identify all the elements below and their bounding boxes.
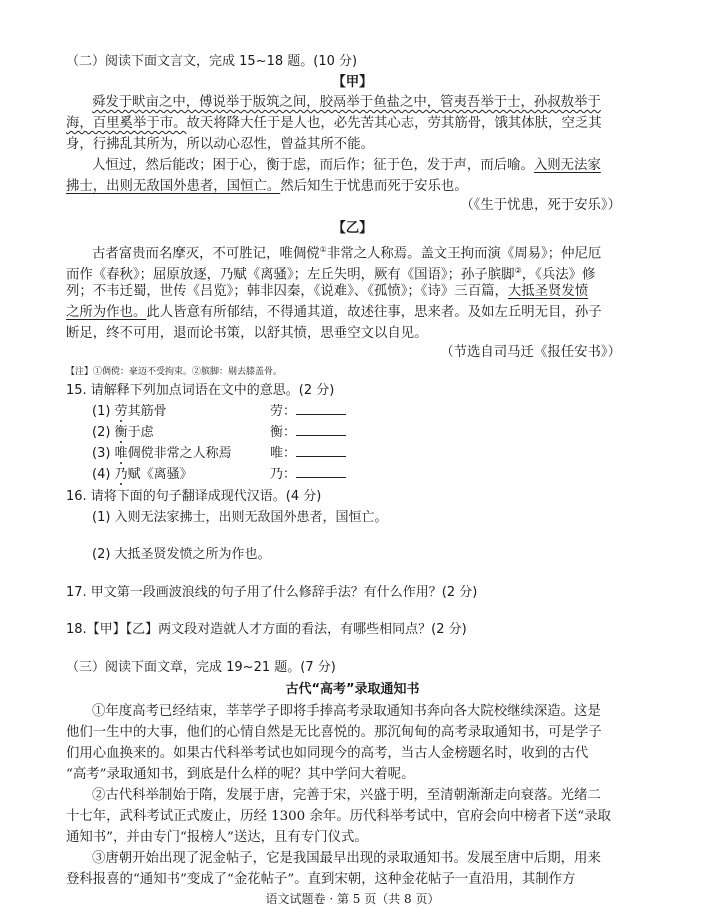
passage-b-source: （节选自司马迁《报任安书》） [440,345,621,360]
q16-item-1: (1) 入则无法家拂士，出则无敌国外患者，国恒亡。 [92,510,388,525]
section3-line: 登科报喜的“通知书”变成了“金花帖子”。直到宋朝，这种金花帖子一直沿用，其制作方 [66,872,576,887]
q15-answer-4: 乃： [270,465,346,485]
section3-line: 们用心血换来的。如果古代科举考试也如同现今的高考，当古人金榜题名时，收到的古代 [66,746,589,761]
q15-answer-3: 唯： [270,444,346,464]
section3-line: ②古代科举制始于隋，发展于唐，完善于宋，兴盛于明，至清朝渐渐走向衰落。光绪二 [92,788,601,803]
passage-b-line: 之所为作也。此人皆意有所郁结，不得通其道，故述往事，思来者。及如左丘明无目，孙子 [66,305,602,320]
q15-item-3: (3) 唯倜傥非常之人称焉 [92,446,232,461]
passage-b-line: 而作《春秋》；屈原放逐，乃赋《离骚》；左丘失明，厥有《国语》；孙子膑脚②，《兵法》修 [66,266,596,283]
q15-item-4: (4) 乃赋《离骚》 [92,467,193,482]
passage-a-line: 舜发于畎亩之中，傅说举于版筑之间，胶鬲举于鱼盐之中，管夷吾举于士，孙叔敖举于 [92,95,601,110]
passage-a-line: 人恒过，然后能改；困于心，衡于虑，而后作；征于色，发于声，而后喻。入则无法家 [92,158,601,173]
passage-a-source: （《生于忧患，死于安乐》） [460,198,621,213]
passage-a-line: 海，百里奚举于市。故天将降大任于是人也，必先苦其心志，劳其筋骨，饿其体肤，空乏其 [66,116,602,131]
answer-blank[interactable] [296,465,346,478]
passage-a-line: 拂士，出则无敌国外患者，国恒亡。然后知生于忧患而死于安乐也。 [66,179,468,194]
section3-line: 他们一生中的大事，他们的心情自然是无比喜悦的。那沉甸甸的高考录取通知书，可是学子 [66,725,602,740]
passage-b-line: 断足，终不可用，退而论书策，以舒其愤，思垂空文以自见。 [66,326,428,341]
question-18: 18.【甲】【乙】两文段对造就人才方面的看法，有哪些相同点？(2 分) [66,622,467,637]
question-16: 16. 请将下面的句子翻译成现代汉语。(4 分) [66,489,322,504]
section3-line: “高考”录取通知书，到底是什么样的呢？其中学问大着呢。 [66,767,415,782]
page-footer: 语文试题卷 · 第 5 页（共 8 页） [265,892,440,906]
passage-b-line: 列；不韦迁蜀，世传《吕览》；韩非囚秦，《说难》、《孤愤》；《诗》三百篇，大抵圣贤发愤 [66,284,589,299]
question-17: 17. 甲文第一段画波浪线的句子用了什么修辞手法？有什么作用？(2 分) [66,585,478,600]
question-15: 15. 请解释下列加点词语在文中的意思。(2 分) [66,383,335,398]
section3-line: 通知书”，并由专门“报榜人”送达，且有专门仪式。 [66,830,368,845]
q15-answer-1: 劳： [270,402,346,422]
q16-item-2: (2) 大抵圣贤发愤之所为作也。 [92,547,271,562]
passage-a-title: 【甲】 [332,74,373,90]
section3-header: （三）阅读下面文章，完成 19~21 题。(7 分) [66,660,336,675]
section3-title: 古代“高考”录取通知书 [285,682,420,697]
passage-b-title: 【乙】 [332,220,373,236]
q15-answer-2: 衡： [270,423,346,443]
section3-line: ①年度高考已经结束，莘莘学子即将手捧高考录取通知书奔向各大院校继续深造。这是 [92,704,601,719]
section3-line: 十七年，武科考试正式废止，历经 1300 余年。历代科举考试中，官府会向中榜者下送“录取 [66,809,611,824]
footnote: 【注】①倜傥：豪迈不受拘束。②膑脚：剔去膝盖骨。 [66,367,283,377]
passage-b-line: 古者富贵而名摩灭，不可胜记，唯倜傥①非常之人称焉。盖文王拘而演《周易》；仲尼厄 [92,245,602,262]
answer-blank[interactable] [296,444,346,457]
q15-item-1: (1) 劳其筋骨 [92,404,167,419]
section2-header: （二）阅读下面文言文，完成 15~18 题。(10 分) [66,54,358,69]
answer-blank[interactable] [296,423,346,436]
passage-a-line: 身，行拂乱其所为，所以动心忍性，曾益其所不能。 [66,137,374,152]
answer-blank[interactable] [296,402,346,415]
q15-item-2: (2) 衡于虑 [92,425,154,440]
section3-line: ③唐朝开始出现了泥金帖子，它是我国最早出现的录取通知书。发展至唐中后期，用来 [92,851,601,866]
